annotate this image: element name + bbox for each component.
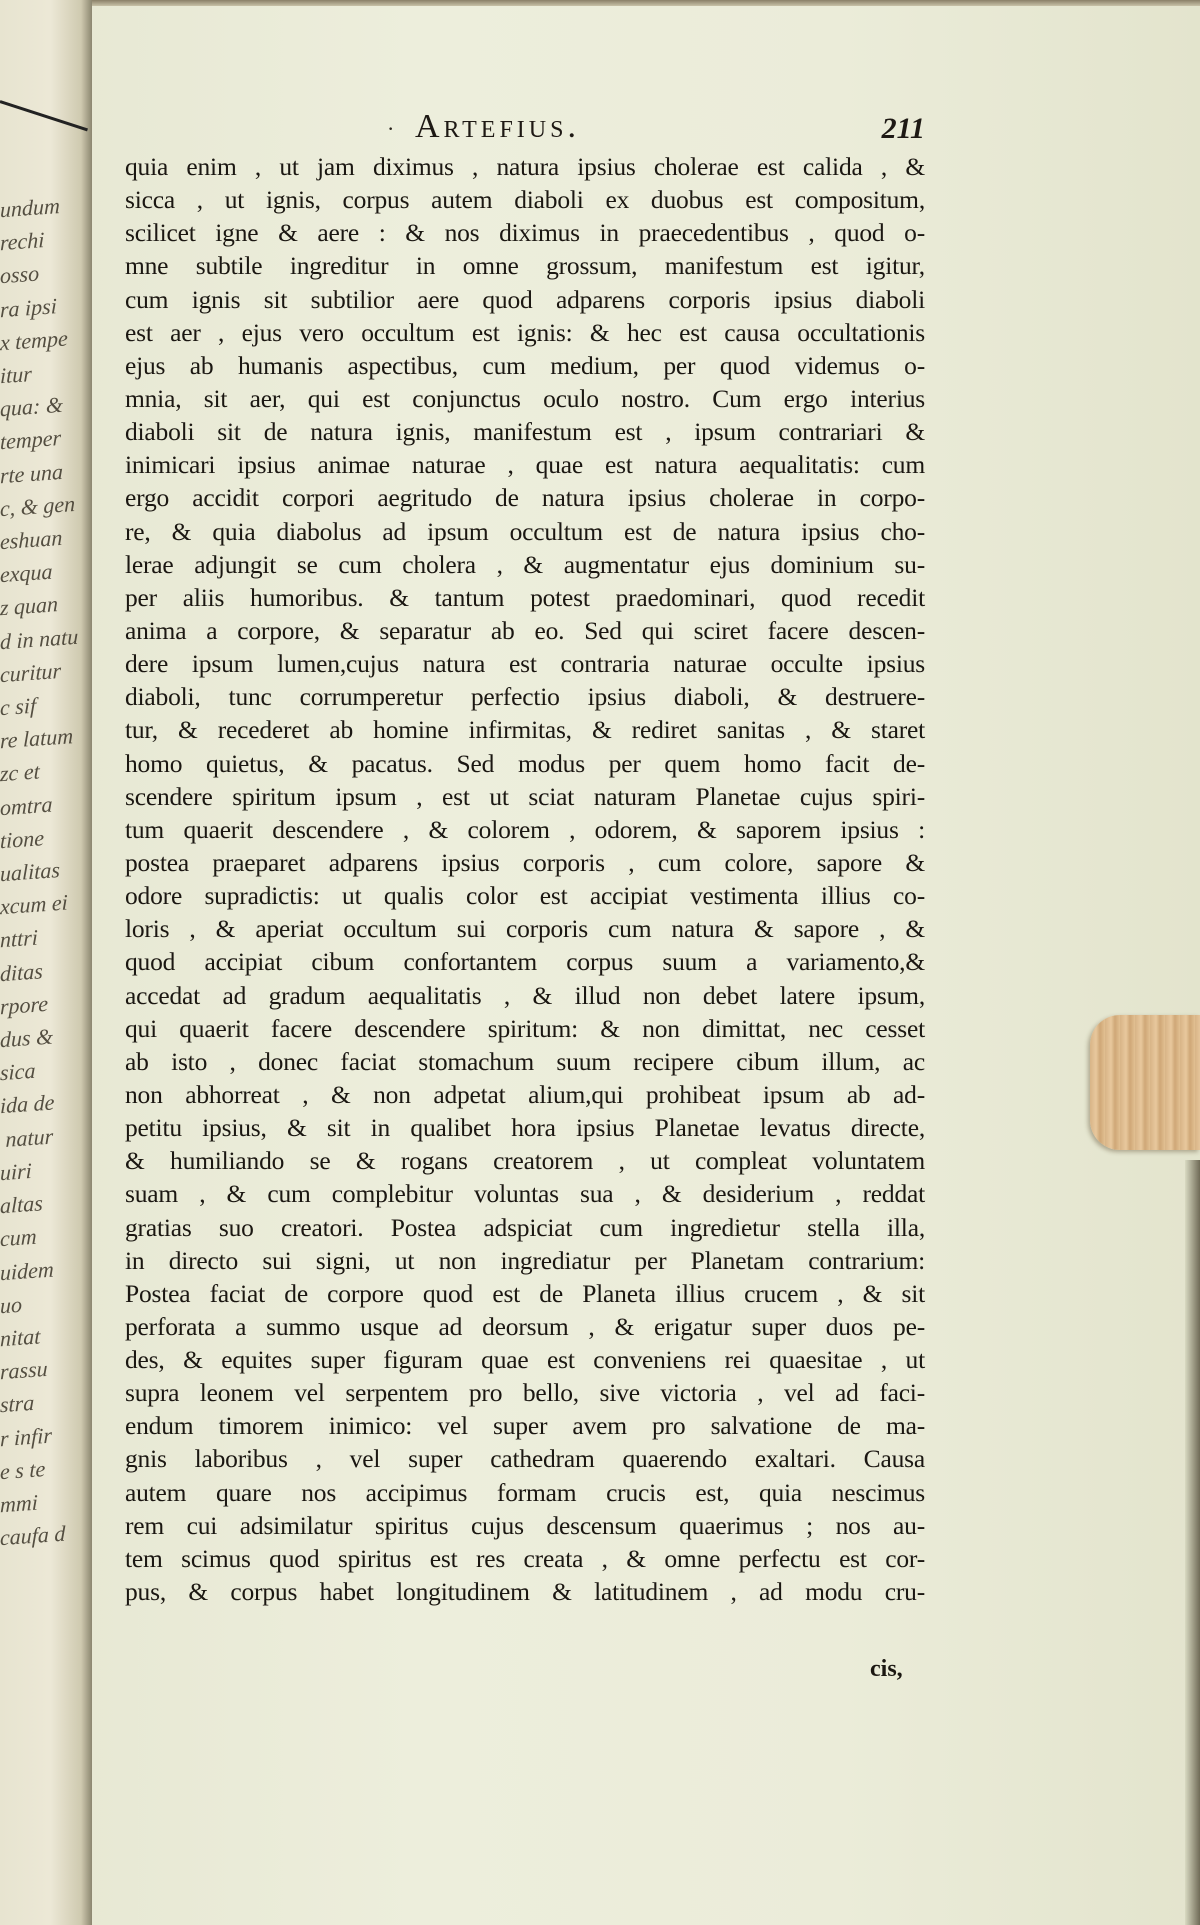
text-line: Postea faciat de corpore quod est de Planeta illius crucem , & sit <box>125 1278 925 1308</box>
text-line: tur, & recederet ab homine infirmitas, & rediret sanitas , & staret <box>125 715 925 745</box>
text-line: tum quaerit descendere , & colorem , odorem, & saporem ipsius : <box>125 814 925 844</box>
text-line: des, & equites super figuram quae est conveniens rei quaesitae , ut <box>125 1345 925 1375</box>
text-line: ergo accidit corpori aegritudo de natura ipsius cholerae in corpo- <box>125 483 925 513</box>
text-line: tem scimus quod spiritus est res creata , & omne perfectu est cor- <box>125 1543 925 1573</box>
text-line: loris , & aperiat occultum sui corporis cum natura & sapore , & <box>125 914 925 944</box>
text-line: & humiliando se & rogans creatorem , ut compleat voluntatem <box>125 1146 925 1176</box>
text-line: endum timorem inimico: vel super avem pro salvatione de ma- <box>125 1411 925 1441</box>
text-line: accedat ad gradum aequalitatis , & illud non debet latere ipsum, <box>125 980 925 1010</box>
text-line: scilicet igne & aere : & nos diximus in praecedentibus , quod o- <box>125 218 925 248</box>
body-text <box>125 150 925 1608</box>
text-line: cum ignis sit subtilior aere quod adparens corporis ipsius diaboli <box>125 284 925 314</box>
text-line: diaboli sit de natura ignis, manifestum est , ipsum contrariari & <box>125 417 925 447</box>
header-ornament: · <box>387 116 395 141</box>
text-line: mnia, sit aer, qui est conjunctus oculo nostro. Cum ergo interius <box>125 383 925 413</box>
page-number: 211 <box>881 112 925 145</box>
text-line: lerae adjungit se cum cholera , & augmentatur ejus dominium su- <box>125 549 925 579</box>
text-line: suam , & cum complebitur voluntas sua , & desiderium , reddat <box>125 1179 925 1209</box>
text-line: diaboli, tunc corrumperetur perfectio ipsius diaboli, & destruere- <box>125 682 925 712</box>
text-line: gratias suo creatori. Postea adspiciat cum ingredietur stella illa, <box>125 1212 925 1242</box>
page-header <box>125 108 925 148</box>
text-line: mne subtile ingreditur in omne grossum, manifestum est igitur, <box>125 251 925 281</box>
text-line: quia enim , ut jam diximus , natura ipsius cholerae est calida , & <box>125 152 925 181</box>
text-line: gnis laboribus , vel super cathedram quaerendo exaltari. Causa <box>125 1444 925 1474</box>
ink-stroke <box>0 100 88 131</box>
top-page-edge <box>92 0 1200 6</box>
text-line: perforata a summo usque ad deorsum , & erigatur super duos pe- <box>125 1311 925 1341</box>
text-line: in directo sui signi, ut non ingrediatur per Planetam contrarium: <box>125 1245 925 1275</box>
text-line: qui quaerit facere descendere spiritum: & non dimittat, nec cesset <box>125 1013 925 1043</box>
catchword: cis, <box>870 1656 903 1682</box>
facing-page-edge <box>0 0 92 1925</box>
text-line: supra leonem vel serpentem pro bello, sive victoria , vel ad faci- <box>125 1378 925 1408</box>
text-line: dere ipsum lumen,cujus natura est contraria naturae occulte ipsius <box>125 649 925 679</box>
text-line: inimicari ipsius animae naturae , quae est natura aequalitatis: cum <box>125 450 925 480</box>
text-line: pus, & corpus habet longitudinem & latitudinem , ad modu cru- <box>125 1577 925 1607</box>
text-line: postea praeparet adparens ipsius corporis , cum colore, sapore & <box>125 847 925 877</box>
text-line: non abhorreat , & non adpetat alium,qui prohibeat ipsum ab ad- <box>125 1079 925 1109</box>
text-line: odore supradictis: ut qualis color est accipiat vestimenta illius co- <box>125 881 925 911</box>
text-line: autem quare nos accipimus formam crucis est, quia nescimus <box>125 1477 925 1507</box>
text-line: rem cui adsimilatur spiritus cujus descensum quaerimus ; nos au- <box>125 1510 925 1540</box>
text-line: anima a corpore, & separatur ab eo. Sed qui sciret facere descen- <box>125 615 925 645</box>
book-cradle-peg <box>1090 1015 1200 1150</box>
text-line: ejus ab humanis aspectibus, cum medium, per quod videmus o- <box>125 350 925 380</box>
text-line: quod accipiat cibum confortantem corpus suum a variamento,& <box>125 947 925 977</box>
text-line: re, & quia diabolus ad ipsum occultum est de natura ipsius cho- <box>125 516 925 546</box>
text-line: sicca , ut ignis, corpus autem diaboli ex duobus est compositum, <box>125 185 925 215</box>
facing-page-text-fragments: undum rechi osso ra ipsi x tempe itur qua: & temper rte una c, & gen eshuan exqua z quan d in natu curitur c sif re latum zc et omtra tione ualitas xcum ei nttri ditas rpore dus & sica ida de natur uiri altas cum uidem uo nitat rassu stra r infir e s te mmi caufa d <box>0 193 79 1551</box>
text-line: homo quietus, & pacatus. Sed modus per quem homo facit de- <box>125 748 925 778</box>
text-line: est aer , ejus vero occultum est ignis: & hec est causa occultationis <box>125 317 925 347</box>
right-page-shadow <box>1185 1160 1200 1925</box>
text-line: petitu ipsius, & sit in qualibet hora ipsius Planetae levatus directe, <box>125 1113 925 1143</box>
text-line: ab isto , donec faciat stomachum suum recipere cibum illum, ac <box>125 1046 925 1076</box>
text-line: scendere spiritum ipsum , est ut sciat naturam Planetae cujus spiri- <box>125 781 925 811</box>
text-line: per aliis humoribus. & tantum potest praedominari, quod recedit <box>125 582 925 612</box>
running-title: Artefius. <box>415 108 580 145</box>
